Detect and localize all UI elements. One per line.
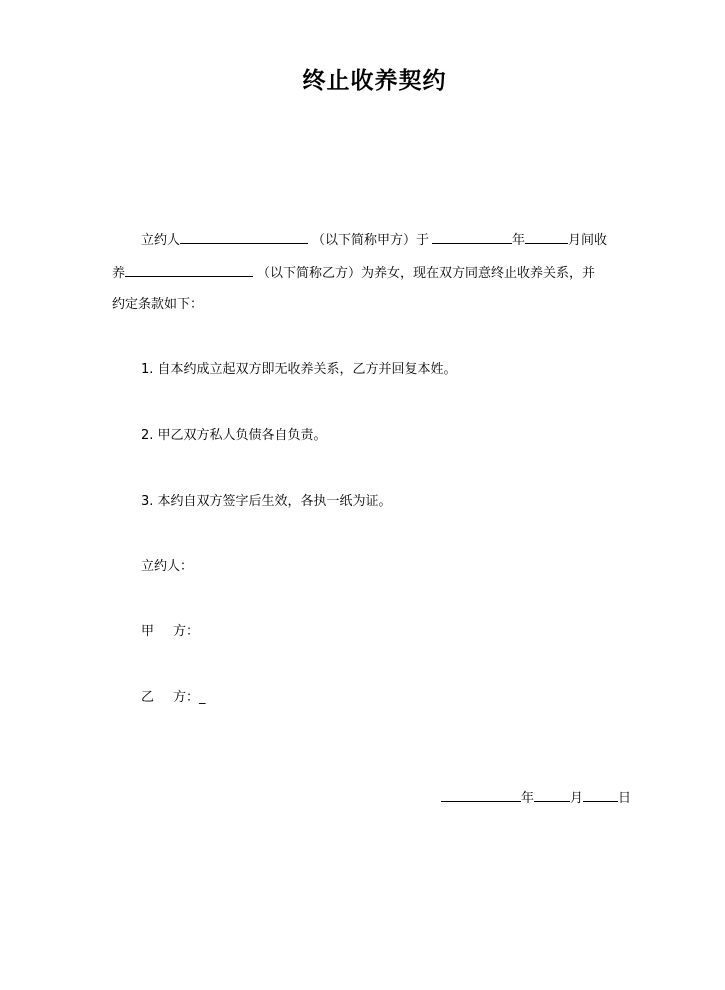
intro-line-1-part-2: （以下简称甲方）于 (312, 233, 430, 248)
month-blank (525, 231, 568, 244)
clause-1: 1. 自本约成立起双方即无收养关系，乙方并回复本姓。 (141, 362, 457, 377)
date-month-blank (534, 789, 570, 802)
clause-2: 2. 甲乙双方私人负债各自负责。 (141, 428, 327, 443)
intro-line-3: 约定条款如下： (112, 297, 204, 312)
party-a-char-1: 甲 (141, 624, 155, 639)
intro-line-1-part-1: 立约人 (141, 233, 181, 248)
year-blank (432, 231, 512, 244)
intro-line-1-part-3: 年 (512, 233, 526, 248)
party-b-name-blank (125, 264, 253, 277)
document-title: 终止收养契约 (302, 68, 447, 94)
party-a-signature (141, 624, 199, 640)
party-b-char-1: 乙 (141, 690, 155, 705)
date-year-label: 年 (521, 791, 535, 806)
date-day-blank (583, 789, 618, 802)
intro-line-1 (141, 231, 607, 249)
party-a-char-2: 方： (173, 624, 200, 639)
party-b-signature (141, 690, 206, 706)
clause-3: 3. 本约自双方签字后生效，各执一纸为证。 (141, 494, 392, 509)
date-day-label: 日 (618, 791, 632, 806)
date-line (441, 789, 631, 807)
date-year-blank (441, 789, 521, 802)
party-a-name-blank (180, 231, 308, 244)
intro-line-1-part-4: 月间收 (568, 233, 608, 248)
date-month-label: 月 (570, 791, 584, 806)
signature-label: 立约人： (141, 559, 194, 574)
intro-line-2 (112, 264, 595, 282)
intro-line-2-part-1: 养 (112, 266, 126, 281)
intro-line-2-part-2: （以下简称乙方）为养女，现在双方同意终止收养关系，并 (257, 266, 596, 281)
party-b-char-2: 方：_ (173, 690, 206, 705)
